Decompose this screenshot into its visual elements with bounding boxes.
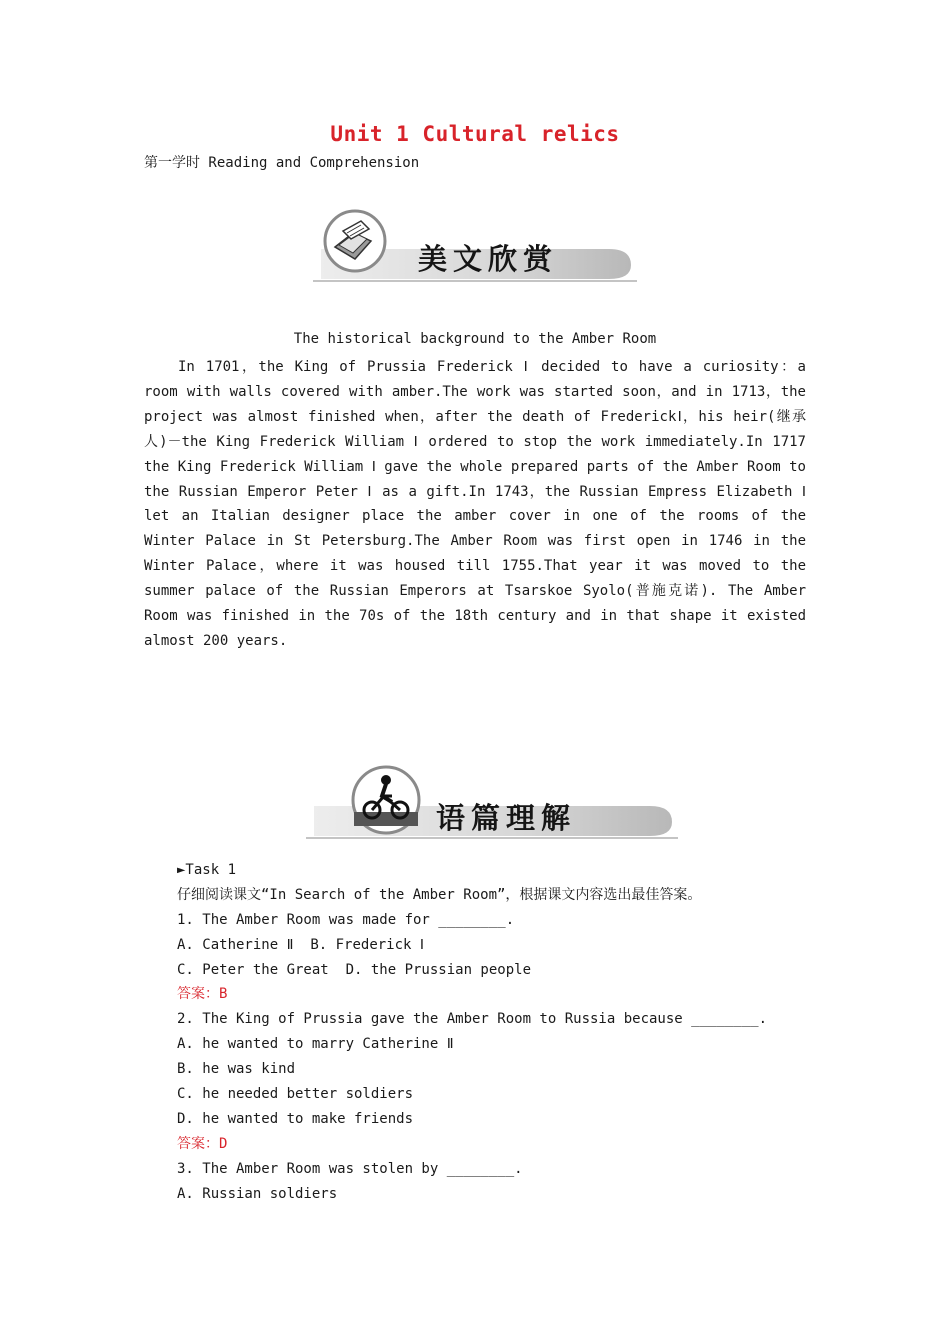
- answer-value: B: [219, 986, 228, 1003]
- question-2-option-c: C. he needed better soldiers: [177, 1086, 414, 1103]
- comprehension-banner: [306, 764, 678, 842]
- page-title: Unit 1 Cultural relics: [330, 122, 620, 146]
- appreciation-banner: [313, 203, 637, 283]
- question-2-answer: [177, 1132, 767, 1157]
- question-1-options-ab: A. Catherine Ⅱ B. Frederick Ⅰ: [177, 936, 425, 953]
- comprehension-banner-graphic: [306, 764, 678, 842]
- question-1-answer: [177, 982, 767, 1007]
- task-label: ►Task 1: [177, 862, 237, 878]
- answer-value: D: [219, 1135, 228, 1152]
- question-3-option-a: A. Russian soldiers: [177, 1185, 338, 1202]
- appreciation-banner-graphic: [313, 203, 637, 283]
- question-2-option-d: D. he wanted to make friends: [177, 1110, 414, 1127]
- question-1-options-cd: C. Peter the Great D. the Prussian people: [177, 961, 532, 978]
- question-2-option-a: A. he wanted to marry Catherine Ⅱ: [177, 1036, 454, 1053]
- appreciation-banner-label: 美文欣赏: [418, 242, 559, 276]
- task-instruction: 仔细阅读课文“In Search of the Amber Room”，根据课文内容选出最佳答案。: [177, 886, 702, 903]
- question-2-option-b: B. he was kind: [177, 1061, 296, 1078]
- lesson-subtitle: 第一学时 Reading and Comprehension: [144, 155, 420, 171]
- question-3-stem: 3. The Amber Room was stolen by ________.: [177, 1160, 523, 1177]
- article-title: The historical background to the Amber Room: [293, 331, 657, 347]
- question-2-stem: 2. The King of Prussia gave the Amber Room to Russia because ________.: [177, 1011, 768, 1028]
- answer-label: 答案：: [177, 1135, 219, 1152]
- task-section: [177, 858, 767, 1206]
- question-1-stem: 1. The Amber Room was made for ________.: [177, 911, 515, 928]
- article-body: In 1701，the King of Prussia Frederick Ⅰ decided to have a curiosity：a room with walls covered with amber.The work was started soon，and in 1713，the project was almost finished when，after the death of FrederickⅠ，his heir(继承人)－the King Frederick William Ⅰ ordered to stop the work immediately.In 1717 the King Frederick William Ⅰ gave the whole prepared parts of the Amber Room to the Russian Emperor Peter Ⅰ as a gift.In 1743，the Russian Empress Elizabeth Ⅰ let an Italian designer place the amber cover in one of the rooms of the Winter Palace in St Petersburg.The Amber Room was first open in 1746 in the Winter Palace，where it was housed till 1755.That year it was moved to the summer palace of the Russian Emperors at Tsarskoe Syolo(普施克诺). The Amber Room was finished in the 70s of the 18th century and in that shape it existed almost 200 years.: [144, 359, 806, 649]
- answer-label: 答案：: [177, 986, 219, 1003]
- comprehension-banner-label: 语篇理解: [436, 801, 577, 835]
